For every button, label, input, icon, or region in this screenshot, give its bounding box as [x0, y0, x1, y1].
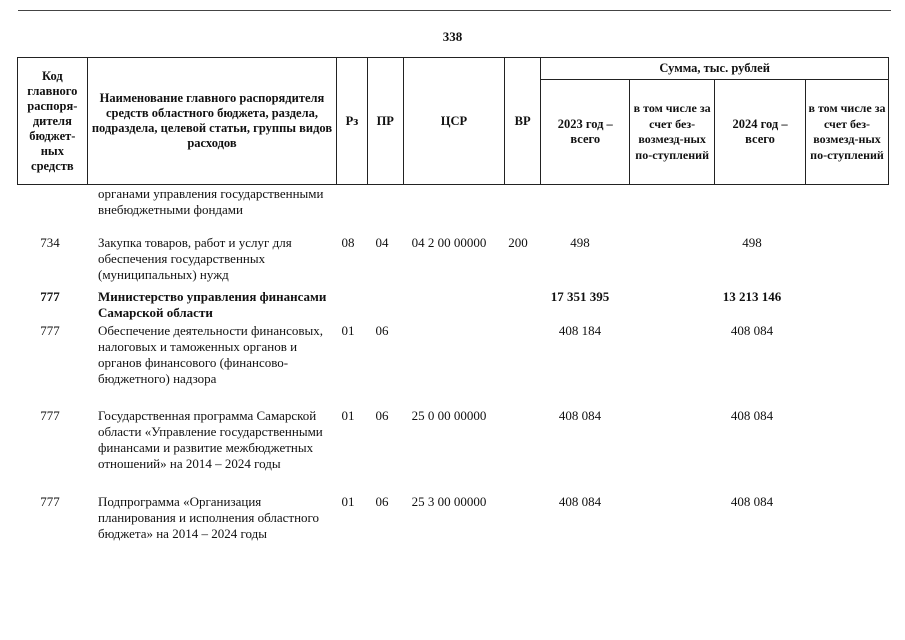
page-top-rule — [18, 10, 891, 11]
table-row — [17, 186, 889, 235]
table-row — [17, 235, 889, 289]
header-pr: ПР — [367, 58, 403, 185]
row-code: 777 — [40, 494, 60, 509]
row-code: 777 — [40, 323, 60, 338]
row-sum-2024: 408 084 — [730, 408, 774, 423]
table-row — [17, 494, 889, 564]
row-csr: 04 2 00 00000 — [411, 235, 487, 250]
table-row — [17, 289, 889, 323]
header-2023-total: 2023 год – всего — [541, 80, 630, 185]
row-code: 777 — [40, 408, 60, 423]
header-2024-incl: в том числе за счет без-возмезд-ных по-ступлений — [806, 80, 889, 185]
row-rz: 01 — [341, 494, 355, 509]
row-name: Подпрограмма «Организация планирования и исполнения областного бюджета» на 2014 – 2024 годы — [98, 494, 320, 541]
budget-table-body — [17, 186, 889, 564]
header-rz: Рз — [337, 58, 367, 185]
budget-table-header — [17, 57, 889, 185]
row-name: Закупка товаров, работ и услуг для обеспечения государственных (муниципальных) нужд — [98, 235, 292, 282]
header-name: Наименование главного распорядителя средств областного бюджета, раздела, подраздела, целевой статьи, группы видов расходов — [87, 58, 337, 185]
row-code: 734 — [40, 235, 60, 250]
header-2024-total: 2024 год – всего — [715, 80, 806, 185]
row-code: 777 — [40, 289, 60, 304]
row-sum-2024: 498 — [742, 235, 762, 250]
row-pr: 04 — [375, 235, 389, 250]
row-pr: 06 — [375, 494, 389, 509]
page-number: 338 — [442, 29, 463, 44]
row-rz: 01 — [341, 323, 355, 338]
row-sum-2024: 13 213 146 — [722, 289, 782, 304]
table-row — [17, 323, 889, 408]
row-vr: 200 — [508, 235, 528, 250]
header-vr: ВР — [504, 58, 540, 185]
row-csr: 25 0 00 00000 — [411, 408, 487, 423]
header-2023-incl: в том числе за счет без-возмезд-ных по-ступлений — [630, 80, 715, 185]
row-sum-2023: 408 184 — [558, 323, 602, 338]
row-rz: 08 — [341, 235, 355, 250]
row-sum-2024: 408 084 — [730, 323, 774, 338]
row-pr: 06 — [375, 408, 389, 423]
header-csr: ЦСР — [403, 58, 504, 185]
row-name: Государственная программа Самарской области «Управление государственными финансами и развитие межбюджетных отношений» на 2014 – 2024 годы — [98, 408, 323, 471]
header-code: Код главного распоря-дителя бюджет-ных средств — [18, 58, 88, 185]
table-row — [17, 408, 889, 494]
row-sum-2024: 408 084 — [730, 494, 774, 509]
row-sum-2023: 408 084 — [558, 494, 602, 509]
row-sum-2023: 408 084 — [558, 408, 602, 423]
row-pr: 06 — [375, 323, 389, 338]
row-csr: 25 3 00 00000 — [411, 494, 487, 509]
row-sum-2023: 17 351 395 — [550, 289, 610, 304]
row-name: органами управления государственными внебюджетными фондами — [98, 186, 324, 217]
header-sum-group: Сумма, тыс. рублей — [541, 58, 889, 80]
row-rz: 01 — [341, 408, 355, 423]
row-sum-2023: 498 — [570, 235, 590, 250]
row-name: Министерство управления финансами Самарской области — [98, 289, 327, 320]
row-name: Обеспечение деятельности финансовых, налоговых и таможенных органов и органов финансового (финансово-бюджетного) надзора — [98, 323, 323, 386]
